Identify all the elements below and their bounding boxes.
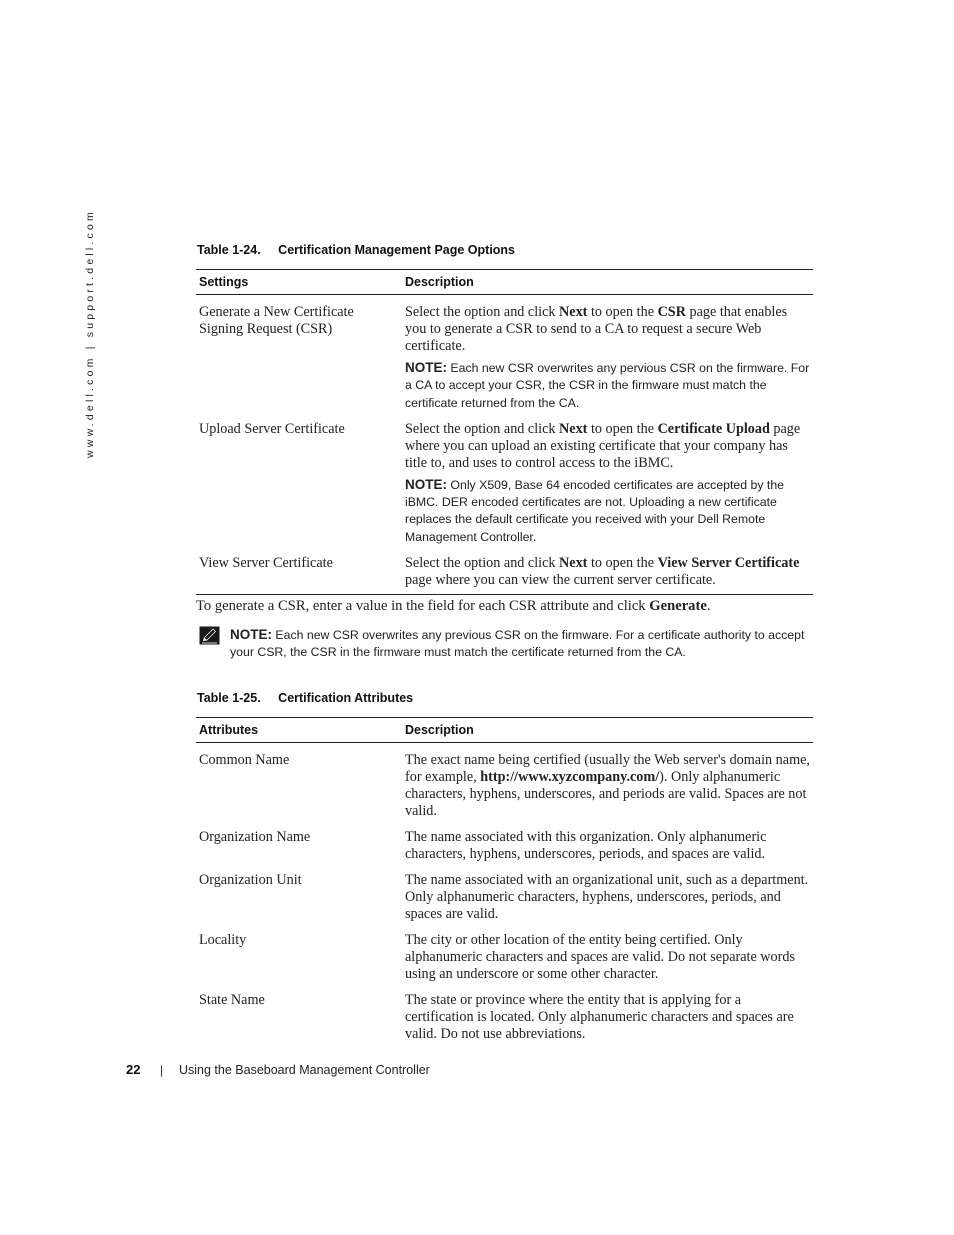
ui-term: Certificate Upload [657, 420, 770, 437]
description-cell [402, 419, 813, 553]
description-cell [402, 295, 813, 419]
attribute-cell: Common Name [199, 752, 290, 768]
ui-term: View Server Certificate [657, 555, 800, 572]
chapter-title: Using the Baseboard Management Controller [179, 1063, 430, 1077]
table-row [196, 553, 813, 595]
note [405, 476, 810, 546]
attribute-cell: State Name [199, 992, 265, 1008]
certification-management-table [196, 269, 813, 595]
table-header-row [196, 718, 813, 743]
table1-caption [197, 243, 515, 257]
table1-caption-title: Certification Management Page Options [278, 243, 516, 257]
table2-caption-title: Certification Attributes [278, 691, 414, 705]
paragraph-text: To generate a CSR, enter a value in the field for each CSR attribute and click [196, 598, 650, 614]
attribute-cell: Organization Unit [199, 872, 302, 888]
desc-part: to open the [587, 420, 658, 437]
desc-part: to open the [587, 304, 658, 320]
ui-term: Next [559, 555, 588, 572]
setting-cell: Generate a New Certificate Signing Request (CSR) [199, 304, 354, 337]
table-row [196, 870, 813, 930]
table-row [196, 827, 813, 870]
description-text [405, 421, 810, 472]
setting-cell: Upload Server Certificate [199, 420, 345, 437]
desc-part: page where you can upload an existing certificate that your company has title to, and uses to control access to the iBMC. [405, 420, 801, 471]
note-text: Each new CSR overwrites any previous CSR on the firmware. For a certificate authority to accept your CSR, the CSR in the firmware must match the certificate returned from the CA. [230, 628, 805, 660]
desc-part: ). Only alphanumeric characters, hyphens, underscores, and periods are valid. Spaces are not valid. [405, 769, 807, 819]
table-row [196, 990, 813, 1048]
desc-part: The exact name being certified (usually the Web server's domain name, for example, [405, 752, 810, 785]
attribute-cell: Organization Name [199, 829, 311, 845]
setting-cell: View Server Certificate [196, 553, 402, 595]
table-row [196, 743, 813, 828]
paragraph-end: . [706, 598, 711, 614]
attribute-cell: Locality [199, 932, 247, 948]
note-label: NOTE: [230, 627, 272, 642]
description-cell: The name associated with this organization. Only alphanumeric characters, hyphens, underscores, periods, and spaces are valid. [405, 829, 767, 862]
desc-part: page where you can view the current server certificate. [405, 572, 716, 589]
ui-term: CSR [657, 304, 686, 320]
table-header-row [196, 270, 813, 295]
desc-part: Select the option and click [405, 304, 560, 320]
header-description: Description [402, 718, 813, 743]
ui-term: Next [559, 420, 588, 437]
side-margin-url: www.dell.com | support.dell.com [84, 209, 96, 458]
table-row [196, 930, 813, 990]
example-url: http://www.xyzcompany.com/ [480, 769, 660, 785]
table1-caption-number: Table 1-24. [197, 243, 261, 257]
desc-part: Select the option and click [405, 555, 560, 572]
body-paragraph [196, 598, 710, 615]
pencil-note-icon [199, 626, 220, 645]
note-text: Each new CSR overwrites any pervious CSR on the firmware. For a CA to accept your CSR, the CSR in the firmware must match the certificate returned from the CA. [405, 361, 810, 410]
page-note [230, 626, 820, 662]
table2-caption [197, 691, 413, 705]
footer-separator: | [160, 1063, 164, 1077]
note [405, 359, 810, 412]
note-label: NOTE: [405, 476, 447, 492]
table-row [196, 419, 813, 553]
header-settings: Settings [196, 270, 402, 295]
ui-term: Next [559, 304, 588, 320]
desc-part: Select the option and click [405, 420, 560, 437]
note-text: Only X509, Base 64 encoded certificates are accepted by the iBMC. DER encoded certificates are not. Uploading a new certificate replaces the default certificate you received with your Dell Remote Management Controller. [405, 477, 785, 544]
note-label: NOTE: [405, 360, 447, 375]
description-cell: The city or other location of the entity being certified. Only alphanumeric characters and spaces are valid. Do not separate words using an underscore or some other character. [405, 932, 795, 982]
header-description: Description [402, 270, 813, 295]
table2-caption-number: Table 1-25. [197, 691, 261, 705]
generate-term: Generate [649, 598, 707, 614]
desc-part: page that enables you to generate a CSR to send to a CA to request a secure Web certificate. [405, 304, 788, 354]
table-row [196, 295, 813, 419]
description-text [405, 555, 810, 589]
desc-part: to open the [587, 555, 658, 572]
description-cell: The name associated with an organizational unit, such as a department. Only alphanumeric characters, hyphens, underscores, periods, and spaces are valid. [405, 872, 809, 922]
description-cell [402, 553, 813, 595]
header-attributes: Attributes [196, 718, 402, 743]
description-cell [402, 743, 813, 828]
page-number: 22 [126, 1062, 141, 1077]
description-text [405, 304, 810, 355]
certification-attributes-table [196, 717, 813, 1048]
description-cell: The state or province where the entity that is applying for a certification is located. Only alphanumeric characters and spaces are valid. Do not use abbreviations. [405, 992, 794, 1042]
